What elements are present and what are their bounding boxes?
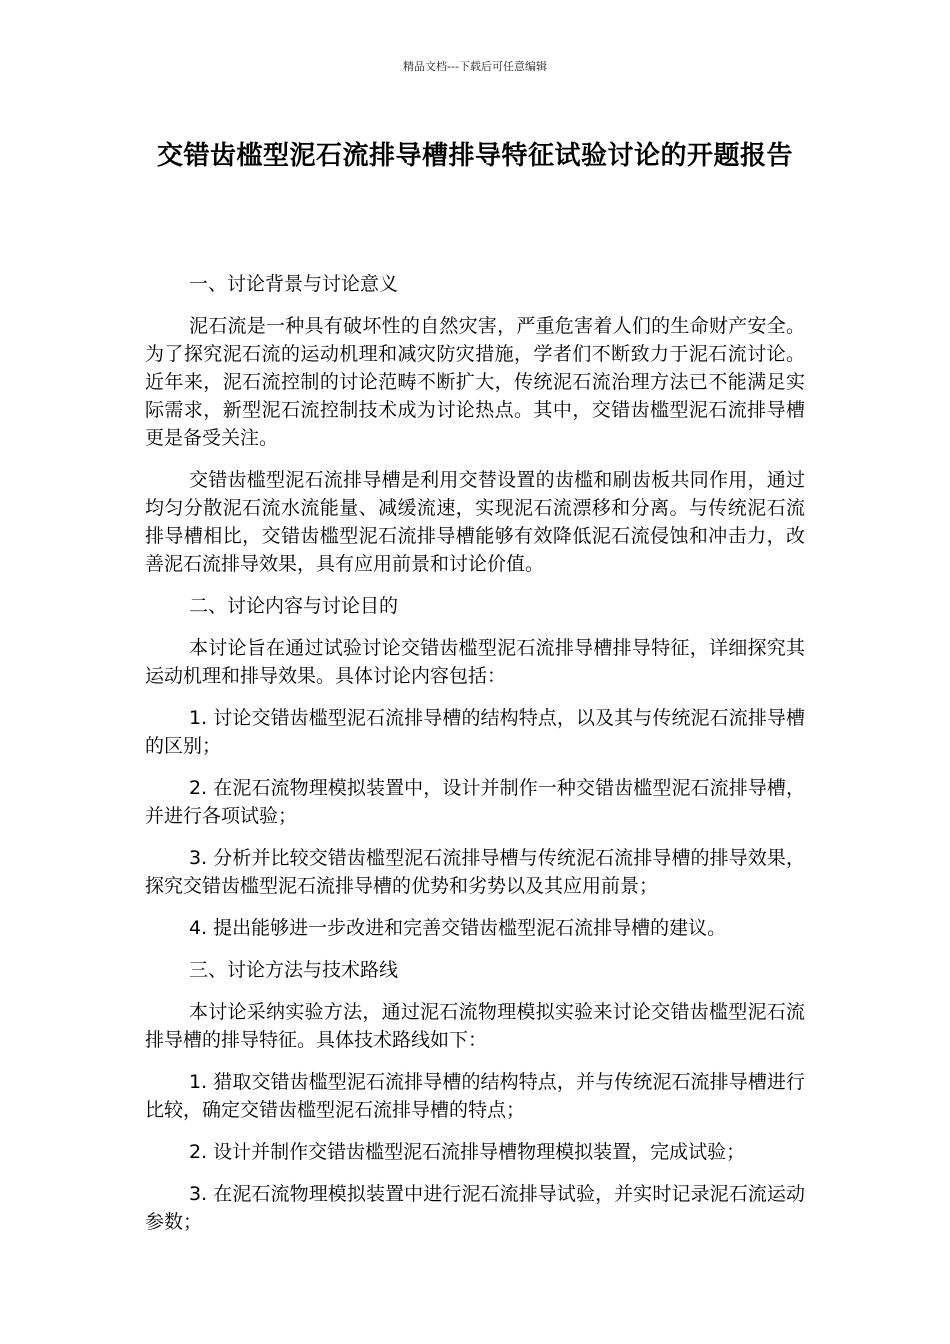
list-item: 3. 在泥石流物理模拟装置中进行泥石流排导试验，并实时记录泥石流运动参数； [145, 1183, 805, 1233]
list-item: 4. 提出能够进一步改进和完善交错齿槛型泥石流排导槽的建议。 [189, 917, 727, 939]
paragraph: 本讨论采纳实验方法，通过泥石流物理模拟实验来讨论交错齿槛型泥石流排导槽的排导特征。具体技术路线如下： [145, 1001, 805, 1051]
list-item: 1. 猎取交错齿槛型泥石流排导槽的结构特点，并与传统泥石流排导槽进行比较，确定交错齿槛型泥石流排导槽的特点； [145, 1071, 805, 1121]
section-heading-2: 二、讨论内容与讨论目的 [189, 595, 399, 617]
paragraph: 交错齿槛型泥石流排导槽是利用交替设置的齿槛和刷齿板共同作用，通过均匀分散泥石流水流能量、减缓流速，实现泥石流漂移和分离。与传统泥石流排导槽相比，交错齿槛型泥石流排导槽能够有效降低泥石流侵蚀和冲击力，改善泥石流排导效果，具有应用前景和讨论价值。 [145, 469, 805, 575]
document-body [145, 270, 805, 1250]
list-item: 2. 设计并制作交错齿槛型泥石流排导槽物理模拟装置，完成试验； [189, 1141, 746, 1163]
section-heading-1: 一、讨论背景与讨论意义 [189, 273, 399, 295]
paragraph: 泥石流是一种具有破坏性的自然灾害，严重危害着人们的生命财产安全。为了探究泥石流的运动机理和减灾防灾措施，学者们不断致力于泥石流讨论。近年来，泥石流控制的讨论范畴不断扩大，传统泥石流治理方法已不能满足实际需求，新型泥石流控制技术成为讨论热点。其中，交错齿槛型泥石流排导槽更是备受关注。 [145, 315, 805, 449]
page-header: 精品文档---下载后可任意编辑 [403, 60, 547, 73]
list-item: 2. 在泥石流物理模拟装置中，设计并制作一种交错齿槛型泥石流排导槽，并进行各项试验； [145, 777, 805, 827]
document-title: 交错齿槛型泥石流排导槽排导特征试验讨论的开题报告 [156, 141, 793, 171]
paragraph: 本讨论旨在通过试验讨论交错齿槛型泥石流排导槽排导特征，详细探究其运动机理和排导效果。具体讨论内容包括： [145, 637, 805, 687]
section-heading-3: 三、讨论方法与技术路线 [189, 959, 399, 981]
list-item: 3. 分析并比较交错齿槛型泥石流排导槽与传统泥石流排导槽的排导效果，探究交错齿槛型泥石流排导槽的优势和劣势以及其应用前景； [145, 847, 805, 897]
list-item: 1. 讨论交错齿槛型泥石流排导槽的结构特点，以及其与传统泥石流排导槽的区别； [145, 707, 805, 757]
